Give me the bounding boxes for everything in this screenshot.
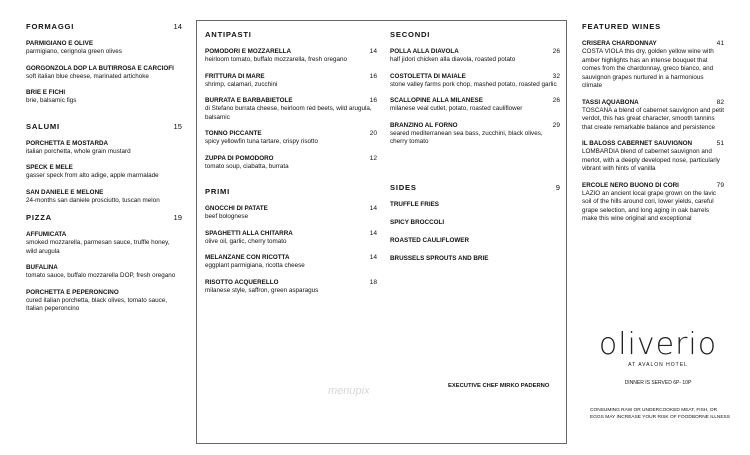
menu-item-description: parmigiano, cerignola green olives (26, 48, 122, 55)
menu-item (205, 97, 377, 122)
restaurant-logo (588, 327, 728, 368)
menu-item-price: 32 (552, 72, 560, 80)
menu-item-row (26, 40, 182, 47)
menu-item (26, 40, 182, 57)
menu-item-name: MELANZANE CON RICOTTA (205, 254, 290, 261)
salumi-header (26, 122, 182, 131)
menu-item-name: GNOCCHI DI PATATE (205, 205, 268, 212)
menu-item-name: TONNO PICCANTE (205, 130, 262, 137)
menu-item-name: BURRATA E BARBABIETOLE (205, 97, 293, 104)
menu-item-description: stone valley farms pork chop, mashed potato, roasted garlic (390, 80, 557, 88)
primi-title: PRIMI (205, 187, 231, 196)
menu-item (205, 48, 377, 65)
menu-item (26, 65, 182, 82)
antipasti-primi-column (205, 30, 377, 303)
menu-item (205, 254, 377, 271)
menu-item-row (390, 73, 560, 80)
menu-item-row (26, 140, 182, 147)
menu-item-name: POMODORI E MOZZARELLA (205, 48, 292, 55)
logo-wordmark: oliverio (598, 327, 718, 362)
menu-item-name: AFFUMICATA (26, 231, 67, 238)
menu-item-row (26, 189, 182, 196)
menu-item-name: RISOTTO ACQUERELLO (205, 278, 279, 286)
menu-item (390, 73, 560, 90)
menu-item-description: gasser speck from alto adige, apple marmalade (26, 172, 159, 179)
menu-item (582, 99, 724, 133)
menu-item-name: TASSI AQUABONA (582, 98, 639, 106)
menu-item-name: SAN DANIELE E MELONE (26, 188, 104, 196)
menu-item (582, 182, 724, 224)
salumi-title: SALUMI (26, 121, 60, 131)
pizza-price: 19 (173, 213, 182, 222)
menu-item-name: COSTOLETTA DI MAIALE (390, 72, 466, 80)
menu-item-row (205, 205, 377, 212)
menu-item (205, 230, 377, 247)
menu-item-name: PARMIGIANO E OLIVE (26, 40, 94, 47)
menu-item-name: CRISERA CHARDONNAY (582, 40, 657, 47)
menu-item-name: ERCOLE NERO BUONO DI CORI (582, 181, 679, 189)
menu-item-price: 82 (716, 98, 724, 106)
menu-item-price: 14 (369, 205, 377, 212)
menu-item-row (582, 40, 724, 47)
sides-header (390, 183, 560, 192)
menu-item (390, 48, 560, 65)
menu-item-name: ZUPPA DI POMODORO (205, 154, 274, 162)
menu-item-description: seared mediterranean sea bass, zucchini, black olives, cherry tomato (390, 129, 543, 145)
primi-header (205, 187, 377, 196)
menu-item-row (26, 65, 182, 72)
menu-item (390, 97, 560, 114)
menu-item-price: 41 (716, 40, 724, 47)
menu-item-description: heirloom tomato, buffalo mozzarella, fresh oregano (205, 56, 347, 63)
menu-item-name: FRITTURA DI MARE (205, 72, 265, 80)
menu-item-description: milanese style, saffron, green asparagus (205, 286, 319, 294)
menu-item-price: 29 (552, 121, 560, 129)
formaggi-header (26, 22, 182, 31)
menu-item-name: BRIE E FICHI (26, 89, 66, 96)
menu-item-description: brie, balsamic figs (26, 97, 77, 104)
menu-item-price: 79 (716, 181, 724, 189)
formaggi-price: 14 (173, 22, 182, 31)
menu-item-description: cured italian porchetta, black olives, tomato sauce, Italian peperoncino (26, 296, 168, 312)
menu-item (26, 289, 182, 314)
menu-item-description: COSTA VIOLA this dry, golden yellow wine with amber highlights has an intense bouquet that comes from the chardonnay, greco bianco, and sauvignon grapes nurtured in a harmonious climate (582, 48, 714, 89)
menu-item-row (582, 182, 724, 189)
menu-item-price: 14 (369, 229, 377, 237)
menu-item (205, 73, 377, 90)
menu-item-row (26, 231, 182, 238)
menu-item (205, 279, 377, 296)
menu-item-name: PORCHETTA E PEPERONCINO (26, 288, 119, 296)
secondi-title: SECONDI (390, 30, 431, 39)
menu-item-description: tomato sauce, buffalo mozzarella DOP, fresh oregano (26, 272, 176, 279)
menu-item-price: 16 (369, 97, 377, 104)
menu-item-row (26, 89, 182, 96)
menu-item-row (390, 97, 560, 104)
left-column (26, 22, 182, 322)
menu-item-row (205, 48, 377, 55)
menu-item (26, 89, 182, 106)
menu-item (26, 231, 182, 256)
menu-item-row (205, 130, 377, 137)
antipasti-title: ANTIPASTI (205, 30, 252, 39)
menu-item (205, 130, 377, 147)
menu-item-name: IL BALOSS CABERNET SAUVIGNON (582, 140, 693, 147)
dinner-hours: DINNER IS SERVED 6P- 10P (624, 380, 692, 386)
menu-item-name: POLLA ALLA DIAVOLA (390, 48, 459, 55)
wines-column (582, 22, 724, 232)
menu-item-description: smoked mozzarella, parmesan sauce, truffle honey, wild arugula (26, 239, 170, 255)
menu-item-description: beef bolognese (205, 213, 249, 220)
menu-item-price: 16 (369, 72, 377, 80)
menu-item-name: BUFALINA (26, 264, 58, 271)
menu-item (390, 122, 560, 147)
menu-item-row (205, 97, 377, 104)
menu-item-description: di Stefano burrata cheese, heirloom red beets, wild arugula, balsamic (205, 105, 372, 121)
menu-item-price: 51 (716, 140, 724, 147)
menu-item-description: LAZIO an ancient local grape grown on the lavic soil of the hills around cori, lower yields, careful grape selection, and long aging in oak barrels make this wine original and exceptional (582, 189, 717, 222)
menu-item-row (26, 164, 182, 171)
menu-item-description: tomato soup, ciabatta, burrata (205, 162, 289, 170)
menu-item-price: 18 (369, 278, 377, 286)
menu-item-name: SPECK E MELE (26, 164, 73, 171)
menu-item (205, 155, 377, 172)
side-item: ROASTED CAULIFLOWER (390, 236, 470, 244)
watermark: menupix (328, 385, 370, 397)
sides-price: 9 (555, 182, 560, 192)
secondi-sides-column (390, 30, 560, 273)
logo-subtitle: AT AVALON HOTEL (628, 362, 688, 368)
menu-item-description: spicy yellowfin tuna tartare, crispy risotto (205, 138, 319, 145)
wines-header (582, 22, 724, 31)
antipasti-header (205, 30, 377, 39)
menu-item (205, 205, 377, 222)
menu-item-description: TOSCANA a blend of cabernet sauvignon and petit verdot, this has great character, smooth tannins that create remarkable balance and persistence (582, 106, 725, 131)
menu-item-row (582, 99, 724, 106)
menu-item-row (26, 264, 182, 271)
menu-item-price: 12 (369, 154, 377, 162)
menu-item-row (205, 73, 377, 80)
menu-item-row (26, 289, 182, 296)
side-item: BRUSSELS SPROUTS AND BRIE (390, 254, 489, 262)
menu-item (26, 264, 182, 281)
menu-item-description: half jidori chicken alla diavola, roasted potato (390, 56, 516, 63)
menu-item-description: LOMBARDIA blend of cabernet sauvignon and merlot, with a deeply developed nose, particularly vibrant with hints of vanilla (582, 148, 720, 172)
menu-item-price: 26 (552, 97, 560, 104)
menu-item-name: SPAGHETTI ALLA CHITARRA (205, 229, 293, 237)
menu-item-name: BRANZINO AL FORNO (390, 121, 458, 129)
menu-item-description: italian porchetta, whole grain mustard (26, 147, 131, 155)
menu-item-description: shrimp, calamari, zucchini (205, 80, 278, 88)
sides-title: SIDES (390, 182, 417, 192)
menu-item-name: GORGONZOLA DOP LA BUTIRROSA E CARCIOFI (26, 64, 174, 72)
menu-item-description: olive oil, garlic, cherry tomato (205, 237, 287, 245)
menu-item-description: eggplant parmigiana, ricotta cheese (205, 262, 305, 269)
side-item: SPICY BROCCOLI (390, 218, 445, 226)
executive-chef: EXECUTIVE CHEF MIRKO PADERNO (448, 383, 550, 389)
secondi-header (390, 30, 560, 39)
menu-item (26, 164, 182, 181)
menu-item (582, 140, 724, 174)
menu-item-name: SCALLOPINE ALLA MILANESE (390, 97, 483, 104)
menu-item (26, 189, 182, 206)
menu-item-row (390, 122, 560, 129)
side-item: TRUFFLE FRIES (390, 200, 439, 208)
formaggi-title: FORMAGGI (26, 22, 75, 31)
menu-item-description: milanese veal cutlet, potato, roasted cauliflower (390, 105, 523, 112)
pizza-title: PIZZA (26, 213, 52, 222)
menu-item-price: 14 (369, 48, 377, 55)
menu-item (26, 140, 182, 157)
wines-title: FEATURED WINES (582, 22, 661, 31)
menu-item-price: 20 (369, 130, 377, 137)
menu-item-price: 26 (552, 48, 560, 55)
pizza-header (26, 213, 182, 222)
menu-item-row (205, 254, 377, 261)
menu-item-row (390, 48, 560, 55)
menu-item-description: soft italian blue cheese, marinated artichoke (26, 72, 149, 80)
menu-item-row (205, 279, 377, 286)
menu-item-row (582, 140, 724, 147)
menu-item (582, 40, 724, 91)
menu-item-price: 14 (369, 254, 377, 261)
menu-item-row (205, 230, 377, 237)
salumi-price: 15 (173, 121, 182, 131)
menu-item-description: 24-months san daniele prosciutto, tuscan melon (26, 196, 160, 204)
food-warning: CONSUMING RAW OR UNDERCOOKED MEAT, FISH, OR EGGS MAY INCREASE YOUR RISK OF FOODBORNE ILLNESS (590, 408, 730, 420)
menu-item-row (205, 155, 377, 162)
menu-item-name: PORCHETTA E MOSTARDA (26, 139, 109, 147)
